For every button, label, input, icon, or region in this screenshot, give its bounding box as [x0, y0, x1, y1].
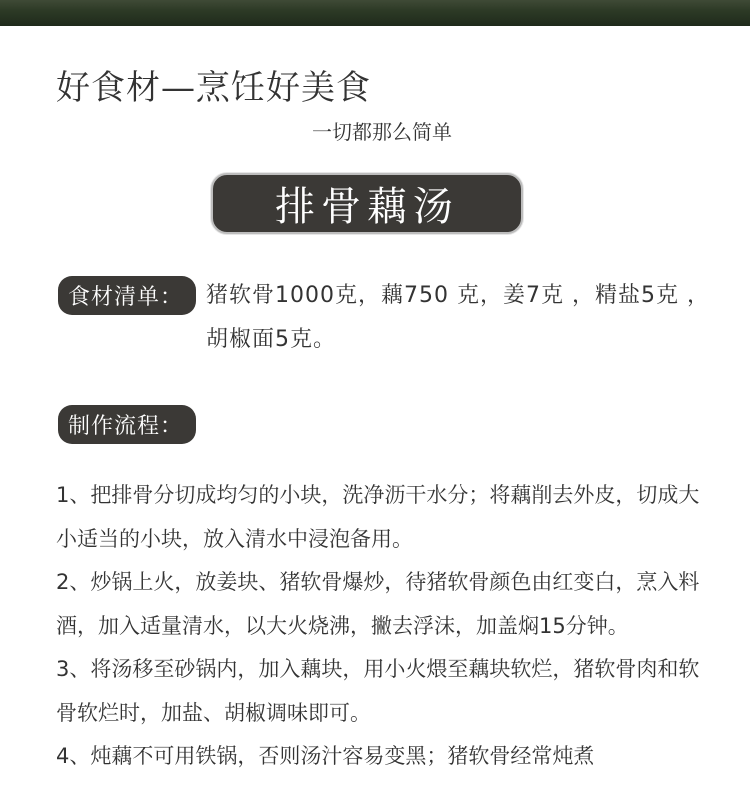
- page-subtitle: 一切都那么简单: [312, 120, 452, 144]
- dish-title-badge: [211, 173, 523, 234]
- page-headline: 好食材—烹饪好美食: [56, 68, 371, 108]
- process-step: 2、炒锅上火，放姜块、猪软骨爆炒，待猪软骨颜色由红变白，烹入料酒，加入适量清水，以大火烧沸，撇去浮沫，加盖焖15分钟。: [56, 570, 700, 638]
- ingredients-list: 猪软骨1000克，藕750 克，姜7克 ，精盐5克 ，胡椒面5克。: [206, 283, 710, 352]
- ingredients-label-badge: [58, 276, 196, 315]
- dish-title: 排骨藕汤: [275, 184, 459, 230]
- process-step: 4、炖藕不可用铁锅，否则汤汁容易变黑；猪软骨经常炖煮: [56, 744, 595, 768]
- process-label-badge: [58, 405, 196, 444]
- top-banner-image: [0, 0, 750, 26]
- process-step: 3、将汤移至砂锅内，加入藕块，用小火煨至藕块软烂，猪软骨肉和软骨软烂时，加盐、胡椒调味即可。: [56, 657, 700, 725]
- process-steps: [56, 474, 706, 779]
- process-step: 1、把排骨分切成均匀的小块，洗净沥干水分；将藕削去外皮，切成大小适当的小块，放入清水中浸泡备用。: [56, 483, 700, 551]
- process-label: 制作流程：: [68, 414, 184, 439]
- ingredients-label: 食材清单：: [68, 285, 184, 310]
